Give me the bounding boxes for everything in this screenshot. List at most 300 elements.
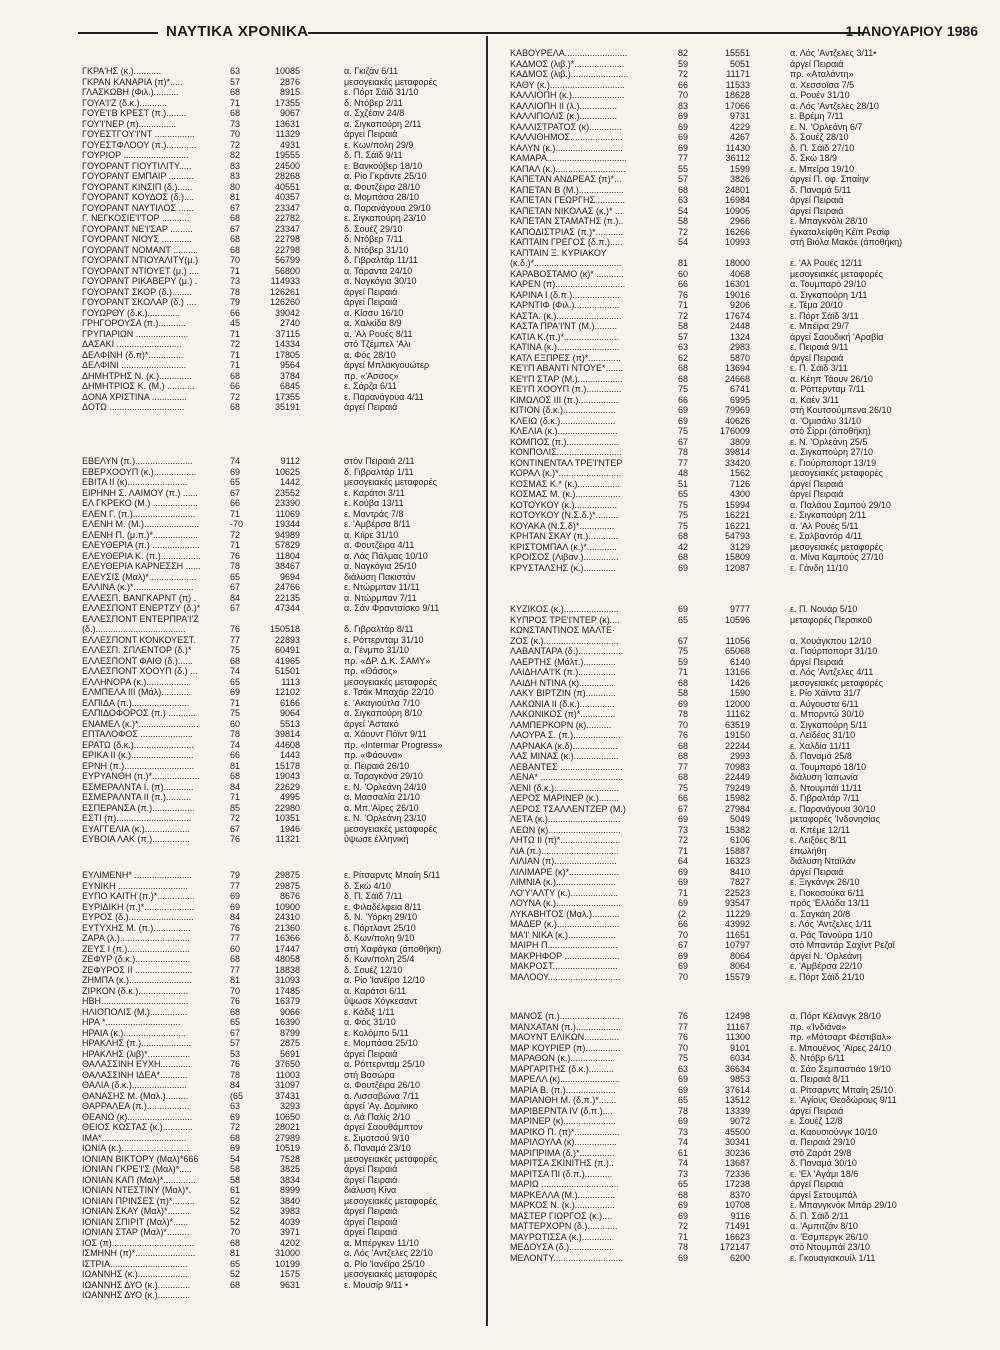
ship-name: ΛΙΛΙΑΝ (π)......................... xyxy=(510,856,617,866)
tonnage: 2966 xyxy=(729,216,750,226)
tonnage: 17238 xyxy=(724,1179,750,1189)
build-year: 68 xyxy=(230,655,241,666)
ship-name: ΕΛΕΥΘΕΡΙΑ Κ. (π.)................ xyxy=(82,550,201,561)
ship-status: α. 'Αλ Ρουές 5/11 xyxy=(790,520,859,531)
ship-status: ε. Μπαγκνόλι 28/10 xyxy=(790,216,868,226)
ship-name: ΚΑΛΛΙΟΠΗ (κ.)..................... xyxy=(510,90,625,100)
ship-status: α. 'Αμπιτζάν 8/10 xyxy=(790,1221,858,1231)
build-year: 74 xyxy=(230,739,241,750)
tonnage: 2740 xyxy=(279,318,300,328)
build-year: 73 xyxy=(678,1126,689,1137)
build-year: 69 xyxy=(678,604,689,614)
build-year: 69 xyxy=(678,111,689,121)
build-year: 67 xyxy=(230,1027,241,1038)
build-year: 75 xyxy=(678,384,689,394)
ship-name: ΔΕΛΦΙΝΗ (δ.π)*.............. xyxy=(82,349,184,360)
ship-name: ΙΟΝΙΑΝ ΝΤΕΣΤΙΝΥ (Μαλ)*. xyxy=(82,1185,192,1195)
ship-name: ΚΟΤΟΥΚΟΥ (κ.)................. xyxy=(510,499,618,510)
build-year: 65 xyxy=(230,477,241,487)
ship-name: ΚΡΙΣΤΟΜΠΑΛ (κ.)*............ xyxy=(510,541,617,552)
tonnage: 37431 xyxy=(274,1090,300,1101)
tonnage: 9853 xyxy=(729,1074,750,1084)
ship-name: ΚΑΤΙΝΑ (κ.)......................... xyxy=(510,342,620,352)
tonnage: 1426 xyxy=(729,677,750,688)
build-year: 68 xyxy=(230,954,241,964)
build-year: 75 xyxy=(678,646,689,656)
ship-name: ΓΟΥΟΡΑΝΤ ΝΙΟΥΣ ............ xyxy=(82,234,192,244)
ship-name: ΛΕΩΝ (κ)............................. xyxy=(510,824,621,835)
build-year: 65 xyxy=(230,571,241,582)
ship-status: ε. Σάρζα 6/11 xyxy=(344,381,397,391)
ship-status: άργεί Πειραιά xyxy=(344,1174,398,1185)
ship-name: ΚΡΥΣΤΑΛΣΗΣ (κ.)............. xyxy=(510,562,617,573)
tonnage: 150518 xyxy=(269,624,300,634)
ship-name: ΚΛΕΛΙΑ (κ.)........................ xyxy=(510,426,618,436)
ship-name: ΚΙΜΩΛΟΣ ΙΙΙ (π.)................ xyxy=(510,394,619,405)
ship-status: στό Μπαντάρ Σαχίντ Ρεζαΐ xyxy=(790,940,895,950)
tonnage: 19150 xyxy=(724,730,750,740)
tonnage: 41965 xyxy=(274,655,300,666)
ship-name: ΓΟΥΟΡΑΝΤ ΕΜΠΑΙΡ .......... xyxy=(82,171,194,181)
ship-name: ΙΟΝΙΑΝ ΚΑΠ (Μαλ)*............. xyxy=(82,1174,196,1185)
build-year: 67 xyxy=(678,940,689,950)
ship-name: ΚΑΡΑΒΟΣΤΑΜΟ (κ)* ........... xyxy=(510,268,624,279)
ship-name: ΓΡΥΠΑΡΙΩΝ ..................... xyxy=(82,328,189,339)
build-year: 66 xyxy=(230,498,241,508)
tonnage: 9066 xyxy=(279,1006,300,1017)
ship-name: ΕΛΛΙΝΑ (κ.)*........................ xyxy=(82,582,194,592)
ship-name: ΕΛΜΠΕΛΑ ΙΙΙ (Μάλ)............ xyxy=(82,687,192,697)
build-year: 69 xyxy=(678,1210,689,1221)
ship-status: ε. Ν. 'Ορλεάνη 24/10 xyxy=(344,781,427,792)
ship-status: ε. Λειξόες 8/11 xyxy=(790,835,848,845)
ship-status: α. Κπέμε 12/11 xyxy=(790,824,850,835)
ship-status: ε. Φιλαδέλφεια 8/11 xyxy=(344,901,422,912)
tonnage: 94989 xyxy=(274,529,300,540)
ship-status: άργεί Πειραιά xyxy=(344,1216,398,1227)
build-year: 84 xyxy=(230,912,241,922)
build-year: 42 xyxy=(678,541,689,552)
ship-name: ΔΑΣΑΚΙ .......................... xyxy=(82,339,182,349)
build-year: 70 xyxy=(678,1042,689,1053)
tonnage: 31000 xyxy=(274,1248,300,1258)
ship-status: ε. Τέμα 20/10 xyxy=(790,300,843,310)
build-year: 75 xyxy=(678,426,689,436)
ship-status: ε. Καράτσι 3/11 xyxy=(344,487,405,498)
tonnage: 12102 xyxy=(274,687,300,697)
tonnage: 16323 xyxy=(724,856,750,866)
build-year: 70 xyxy=(678,929,689,940)
ship-status: δ. Π. Σάϊδ 27/10 xyxy=(790,142,855,153)
ship-name: ΚΡΗΤΑΝ ΣΚΑΥ (π.)............ xyxy=(510,531,619,541)
build-year: 74 xyxy=(230,456,241,466)
ship-status: μεσογειακές μεταφορές xyxy=(790,268,883,279)
ship-name: ΚΑΡΙΝΑ Ι (δ.π.)................... xyxy=(510,289,620,300)
ship-name: ΚΑΘΥ (κ.).............................. xyxy=(510,79,625,90)
ship-name: ΙΟΝΙΑΝ ΠΡΙΝΣΕΣ (π)*......... xyxy=(82,1195,195,1206)
ship-name: ΖΟΣ (κ.).............................. xyxy=(510,635,619,646)
tonnage: 10993 xyxy=(724,237,750,247)
build-year: 52 xyxy=(230,1216,241,1227)
ship-name: ΚΟΣΜΑΣ Μ. (κ.).................. xyxy=(510,489,621,499)
ship-status: άργεί 'Αστακό xyxy=(344,718,399,729)
ship-status: διάλυση Κίνα xyxy=(344,1185,397,1195)
tonnage: 11162 xyxy=(726,709,750,719)
ship-status: α. Μπορντώ 30/10 xyxy=(790,709,864,719)
tonnage: 16301 xyxy=(724,279,750,289)
ship-name: ΚΕ'Ι'Π ΑΒΑΝΤΙ ΝΤΟΥΕ*....... xyxy=(510,363,624,373)
ship-name: ΜΑΝΧΑΤΑΝ (π.).................. xyxy=(510,1021,621,1032)
build-year: 78 xyxy=(678,1105,689,1116)
tonnage: 18000 xyxy=(724,258,750,268)
ship-name: ΕΛΛΕΣΠΟΝΤ ΕΝΤΕΡΠΡΑ'Ι'Ζ xyxy=(82,613,199,624)
tonnage: 5691 xyxy=(279,1048,300,1059)
tonnage: 7827 xyxy=(729,877,750,887)
build-year: 69 xyxy=(230,1143,241,1153)
tonnage: 15382 xyxy=(724,824,750,835)
masthead-rule-middle xyxy=(308,32,863,34)
ship-status: ε. Σαλβαντόρ 4/11 xyxy=(790,531,863,541)
tonnage: 28268 xyxy=(274,171,300,181)
ship-status: α. Ντώρμπαν 7/11 xyxy=(344,592,417,603)
tonnage: 16623 xyxy=(724,1231,750,1242)
column-divider xyxy=(486,36,488,1326)
build-year: 69 xyxy=(678,562,689,573)
ship-status: άργεί Π. οφ. Σπαίην xyxy=(790,174,869,184)
ship-status: στή Χαφάγκα (άποθήκη) xyxy=(344,943,442,954)
tonnage: 10085 xyxy=(274,66,300,76)
ship-status: α. Φουτζέιρα 28/10 xyxy=(344,181,421,192)
ship-status: α. Λεϊδέος 31/10 xyxy=(790,730,856,740)
ship-status: ε. Ξιγκάνγκ 26/10 xyxy=(790,877,860,887)
ship-status: δ. Ν. 'Υόρκη 29/10 xyxy=(344,912,418,922)
ship-name: ΜΑΡΑΘΩΝ (κ.)................. xyxy=(510,1053,613,1063)
ship-name: ΚΑΛΛΙΠΟΛΙΣ (κ.)............... xyxy=(510,111,617,121)
ship-name: ΘΕΙΟΣ ΚΩΣΤΑΣ (κ.)............ xyxy=(82,1122,193,1132)
ship-name: ΓΚΡΑΝ ΚΑΝΑΡΙΑ (π)*..... xyxy=(82,76,183,87)
ship-name: ΙΟΝΙΑΝ ΒΙΚΤΟΡΥ (Μαλ)*666 xyxy=(82,1153,199,1164)
ship-name: ΓΟΥΟΡΑΝΤ ΓΙΟΥΤΙΛΙΤΥ..... xyxy=(82,160,192,171)
ship-status: στή Κουτσούμπενα 26/10 xyxy=(790,405,892,415)
ship-name: ΓΟΥΟΡΑΝΤ ΝΟΜΑΝΤ .......... xyxy=(82,244,199,255)
ship-name: ΕΥΝΙΚΗ ............................ xyxy=(82,880,189,891)
ship-status: διάλυση Πακιστάν xyxy=(344,571,416,582)
build-year: 68 xyxy=(678,677,689,688)
ship-status: άργεί Πειραιά xyxy=(344,1206,398,1216)
ship-name: ΚΑΛΛΙΘΗΜΟΣ..................... xyxy=(510,132,623,142)
ship-name: ΕΛΛΕΣΠΟΝΤ ΚΟΝΚΟΥΕΣΤ. xyxy=(82,634,196,645)
build-year: 66 xyxy=(678,279,689,289)
tonnage: 3825 xyxy=(279,1164,300,1174)
build-year: -70 xyxy=(230,519,244,529)
ship-status: άργεί 'Αγ. Δομίνικο xyxy=(344,1101,418,1111)
ship-name: ΓΟΥΡΙΟΡ .......................... xyxy=(82,150,189,160)
ship-name: ΙΟΝΙΑΝ ΣΚΑΥ (Μαλ)*......... xyxy=(82,1206,190,1216)
build-year: 68 xyxy=(230,87,241,97)
build-year: 76 xyxy=(678,730,689,740)
tonnage: 33420 xyxy=(724,457,750,468)
tonnage: 12498 xyxy=(724,1011,750,1021)
tonnage: 9101 xyxy=(729,1042,750,1053)
tonnage: 2993 xyxy=(729,751,750,761)
ship-name: ΕΥΡΥΑΝΘΗ (π.)*................... xyxy=(82,771,200,781)
ship-status: ε. Μουσίρ 9/11 • xyxy=(344,1279,409,1290)
build-year: 70 xyxy=(678,90,689,100)
ship-name: ΚΑΠΤΑΙΝ Ξ. ΚΥΡΙΑΚΟΥ xyxy=(510,247,607,258)
ship-name: ΚΑΠΕΤΑΝ ΝΙΚΟΛΑΣ (κ.)* ... xyxy=(510,205,623,216)
build-year: 68 xyxy=(678,1189,689,1200)
ship-status: α. Καράτσι 6/11 xyxy=(344,985,406,996)
ship-name: ΕΝΑΜΕΛ (κ.)*........................ xyxy=(82,718,199,729)
ship-status: μεσογειακές μεταφορές xyxy=(344,676,437,687)
tonnage: 11300 xyxy=(725,1032,750,1042)
ship-status: ε. Κων/πολη 29/9 xyxy=(344,139,414,150)
build-year: 65 xyxy=(678,1095,689,1105)
ship-name: ΕΛΠΙΔΑ (π.)....................... xyxy=(82,697,190,708)
build-year: 70 xyxy=(230,255,241,265)
build-year: 70 xyxy=(230,985,241,996)
tonnage: 72336 xyxy=(724,1168,750,1179)
tonnage: 10199 xyxy=(274,1258,300,1269)
build-year: 75 xyxy=(230,645,241,655)
ship-status: α. Σιγκαπούρη 8/10 xyxy=(344,708,423,718)
build-year: 70 xyxy=(678,971,689,982)
build-year: 66 xyxy=(230,381,241,391)
ship-name: ΓΟΥΟΡΑΝΤ ΝΕ'Ι'ΣΑΡ ......... xyxy=(82,223,193,234)
build-year: 85 xyxy=(230,802,241,813)
build-year: 82 xyxy=(230,150,241,160)
build-year: 69 xyxy=(678,698,689,709)
tonnage: 40357 xyxy=(274,192,300,202)
ship-name: ΓΟΥΩΡΘΥ (δ.κ.)............. xyxy=(82,307,181,318)
ship-status: α. Λός 'Αντζελες 22/10 xyxy=(344,1248,433,1258)
build-year: 79 xyxy=(230,870,241,880)
build-year: 72 xyxy=(230,391,241,402)
build-year: 84 xyxy=(230,781,241,792)
ship-status: δ. Σκώ 4/10 xyxy=(344,880,392,891)
ship-status: ε. Πόρτλαντ 25/10 xyxy=(344,922,416,933)
ship-status: άργεί Ν. 'Ορλεάνη xyxy=(790,950,862,961)
ship-status: ε. Σιγκαπούρη 23/10 xyxy=(344,213,426,223)
build-year: 68 xyxy=(230,771,241,781)
tonnage: 8999 xyxy=(279,1185,300,1195)
build-year: 81 xyxy=(230,760,241,771)
ship-name: ΜΑΡΙΚΟ Π. (π)*.................. xyxy=(510,1126,620,1137)
ship-status: ε. Μπείρα 19/10 xyxy=(790,163,855,174)
ship-status: α. Λός 'Αντζελες 4/11 xyxy=(790,667,874,677)
ship-status: μεσογειακές μεταφορές xyxy=(344,76,437,87)
build-year: 72 xyxy=(230,813,241,823)
tonnage: 11804 xyxy=(275,550,300,561)
build-year: 69 xyxy=(230,1111,241,1122)
ship-name: ΜΑΚΡΗΦΟΡ ...................... xyxy=(510,950,620,961)
ship-status: ε. Πειραιά 9/11 xyxy=(790,342,849,352)
ship-status: δ. Παναμά 25/8 xyxy=(790,751,852,761)
build-year: 75 xyxy=(678,1053,689,1063)
ship-status: στό Τζέμπελ 'Αλι xyxy=(344,339,411,349)
tonnage: 22449 xyxy=(724,772,750,782)
ship-name: ΛΕΤΑ (κ.)............................. xyxy=(510,814,621,824)
build-year: 72 xyxy=(678,310,689,321)
ship-status: άργεί Σαουδική 'Αραβία xyxy=(790,331,884,342)
tonnage: 5513 xyxy=(279,718,300,729)
tonnage: 4300 xyxy=(729,489,750,499)
build-year: 68 xyxy=(230,1237,241,1248)
ship-name: ΜΑΡΙΩ ............................... xyxy=(510,1179,619,1189)
build-year: 68 xyxy=(678,531,689,541)
ship-name: ΘΑΛΑΣΣΙΝΗ ΕΥΧΗ............ xyxy=(82,1059,191,1069)
ship-name: ΚΑΛΛΙΟΠΗ ΙΙ (λ.)............... xyxy=(510,100,618,111)
ship-name: ΓΟΥΟΡΑΝΤ ΝΤΙΟΥΑΛΙΤΥ(μ.) xyxy=(82,255,199,265)
ship-status: α. Πόρτ Κέλανγκ 28/10 xyxy=(790,1011,881,1021)
ship-name: ΛΑΚΥ ΒΙΡΤΖΙΝ (π)............ xyxy=(510,688,616,698)
ship-name: ΚΑΠΕΤΑΝ ΣΤΑΜΑΤΗΣ (π.).. xyxy=(510,216,624,226)
build-year: 63 xyxy=(678,1063,689,1074)
ship-status: α. Ναγκόγια 25/10 xyxy=(344,561,417,571)
ship-name: ΚΡΟΙΣΟΣ (Λιβαν.).............. xyxy=(510,552,619,562)
ship-status: ε. Π. Σάϊδ 3/11 xyxy=(790,363,848,373)
tonnage: 9694 xyxy=(279,571,300,582)
tonnage: 15887 xyxy=(724,845,750,856)
build-year: 78 xyxy=(678,709,689,719)
ship-name: (κ.δ.)*................................... xyxy=(510,258,622,268)
build-year: 81 xyxy=(230,1248,241,1258)
build-year: 54 xyxy=(230,1153,241,1164)
ship-status: δ. Π. Σάϊδ 9/11 xyxy=(344,150,403,160)
ship-status: διάλυση Ίαπωνία xyxy=(790,772,858,782)
tonnage: 22523 xyxy=(724,887,750,898)
tonnage: 8370 xyxy=(729,1189,750,1200)
tonnage: 13631 xyxy=(274,118,300,129)
tonnage: 16390 xyxy=(274,1017,300,1027)
tonnage: 7126 xyxy=(729,478,750,489)
tonnage: 30341 xyxy=(724,1137,750,1147)
ship-status: άργεί Πειραιά xyxy=(344,286,398,297)
build-year: 77 xyxy=(230,880,241,891)
build-year: 77 xyxy=(678,1021,689,1032)
ship-status: ε. Πόρτ Σάϊδ 21/10 xyxy=(790,971,865,982)
ship-status: ε. Κούβα 13/11 xyxy=(344,498,404,508)
ship-name: ΛΕΒΑΝΤΕΣ ......................... xyxy=(510,761,623,772)
ship-name: ΔΕΛΦΙΝΙ .......................... xyxy=(82,360,187,370)
ship-name: ΕΡΙΚΑ ΙΙ (κ.)......................... xyxy=(82,750,194,760)
build-year: 58 xyxy=(230,1164,241,1174)
ship-status: άργεί Σαουθάμπτον xyxy=(344,1122,423,1132)
tonnage: 37650 xyxy=(274,1059,300,1069)
ship-name: ΕΥΑΓΓΕΛΙΑ (κ.).................. xyxy=(82,823,190,834)
build-year: 65 xyxy=(230,1017,241,1027)
ship-name: ΕΥΤΥΧΗΣ Μ. (π.)............... xyxy=(82,922,191,933)
ship-name: ΓΟΥΟΡΑΝΤ ΝΤΙΟΥΕΤ (μ.) .... xyxy=(82,265,200,276)
ship-name: ΚΑΜΑΡΑ................................ xyxy=(510,153,627,163)
build-year: 77 xyxy=(678,153,689,163)
ship-status: ε. Σιμοτσού 9/10 xyxy=(344,1132,410,1143)
build-year: 65 xyxy=(678,614,689,625)
build-year: 59 xyxy=(678,656,689,667)
ship-name: ΜΑΥΡΩΤΙΣΣΑ (κ.)............ xyxy=(510,1231,612,1242)
tonnage: 37614 xyxy=(724,1084,750,1095)
tonnage: 14334 xyxy=(274,339,300,349)
build-year: 76 xyxy=(678,1011,689,1021)
build-year: 67 xyxy=(678,436,689,447)
tonnage: 12087 xyxy=(724,562,750,573)
ship-name: ΕΛΕΥΘΕΡΙΑ ΚΑΡΝΕΣΣΗ ...... xyxy=(82,561,201,571)
build-year: 65 xyxy=(230,676,241,687)
build-year: 76 xyxy=(230,834,241,844)
tonnage: 16221 xyxy=(724,510,750,520)
ship-status: ε. Γιοκοσούκα 6/11 xyxy=(790,887,865,898)
ship-name: ΕΒΕΡΧΟΟΥΠ (κ.)................. xyxy=(82,466,197,477)
tonnage: 22798 xyxy=(274,234,300,244)
ship-status: α. Φός 31/10 xyxy=(344,1017,396,1027)
ship-status: α. Ρόττερνταμ 25/10 xyxy=(344,1059,425,1069)
tonnage: 3784 xyxy=(279,370,300,381)
build-year: 67 xyxy=(678,803,689,814)
ship-name: ΜΑΟΥΝΤ ΕΛΙΚΩΝ.............. xyxy=(510,1032,620,1042)
tonnage: 39814 xyxy=(274,729,300,739)
tonnage: 15178 xyxy=(274,760,300,771)
ship-status: ε. Μπουένος 'Αϊρες 24/10 xyxy=(790,1042,892,1053)
ship-name: ΜΑΝΟΣ (π.)........................ xyxy=(510,1011,620,1021)
ship-name: ΛΗΤΩ ΙΙ (π)*........................ xyxy=(510,835,621,845)
build-year: 76 xyxy=(230,624,241,634)
build-year: 76 xyxy=(230,550,241,561)
build-year: 57 xyxy=(678,174,689,184)
tonnage: 10900 xyxy=(274,901,300,912)
ship-name: ΙΟΝΙΑΝ ΣΤΑΡ (Μαλ)*......... xyxy=(82,1227,190,1237)
ship-name: ΙΟΝΙΑΝ ΣΠΙΡΙΤ (Μαλ)*...... xyxy=(82,1216,189,1227)
tonnage: 22980 xyxy=(274,802,300,813)
build-year: 69 xyxy=(230,901,241,912)
ship-status: α. Φουτζέιρα 4/11 xyxy=(344,540,415,550)
build-year: 72 xyxy=(678,69,689,79)
ship-name: ΜΑΡΙΠΡΙΜΑ (δ.)*.............. xyxy=(510,1147,615,1158)
ship-status: ε. Λός 'Αντζελες 1/11 xyxy=(790,919,873,929)
ship-name: ΖΙΡΚΟΝ (δ.κ.).................... xyxy=(82,985,189,996)
ship-status: δ. Ντόβρ 6/11 xyxy=(790,1053,845,1063)
tonnage: 36634 xyxy=(724,1063,750,1074)
build-year: 78 xyxy=(230,286,241,297)
ship-name: ΜΑΡΙΤΣΑ ΣΚΙΝΙΤΗΣ (π.).. xyxy=(510,1158,614,1168)
tonnage: 18838 xyxy=(274,964,300,975)
ship-name: ΙΣΤΡΙΑ............................... xyxy=(82,1258,188,1269)
tonnage: 37115 xyxy=(275,328,300,339)
ship-name: ΜΑΛΟΟΥ............................. xyxy=(510,971,621,982)
ship-status: άργεί Πειραιά xyxy=(344,297,398,307)
tonnage: 5049 xyxy=(729,814,750,824)
build-year: 67 xyxy=(230,487,241,498)
build-year: 69 xyxy=(678,877,689,887)
ship-status: α. Μασσαλία 21/10 xyxy=(344,792,420,802)
tonnage: 17485 xyxy=(274,985,300,996)
tonnage: 15994 xyxy=(724,499,750,510)
build-year: 57 xyxy=(678,331,689,342)
ship-status: στή Βιόλα Μακάε (άποθήκη) xyxy=(790,237,903,247)
ship-name: ΚΑΠΤΑΙΝ ΓΡΕΓΟΣ (δ.π.)..... xyxy=(510,237,623,247)
build-year: 68 xyxy=(230,244,241,255)
tonnage: 4995 xyxy=(279,792,300,802)
ship-status: μεσογειακές μεταφορές xyxy=(344,1153,437,1164)
ship-name: ΜΑΡΕΛΛ (κ)........................ xyxy=(510,1074,621,1084)
ship-name: ΜΑΡΚΟΣ Ν. (κ.)................ xyxy=(510,1200,615,1210)
ship-status: α. Καουσιούνγκ 10/10 xyxy=(790,1126,878,1137)
build-year: 71 xyxy=(230,349,241,360)
build-year: 63 xyxy=(678,195,689,205)
build-year: 63 xyxy=(230,66,241,76)
ship-name: ΛΕΝΙ (δ.κ.).......................... xyxy=(510,782,620,793)
ship-name: ΕΛΛΕΣΠΟΝΤ ΦΑΙΘ (δ.)...... xyxy=(82,655,193,666)
build-year: 69 xyxy=(678,950,689,961)
